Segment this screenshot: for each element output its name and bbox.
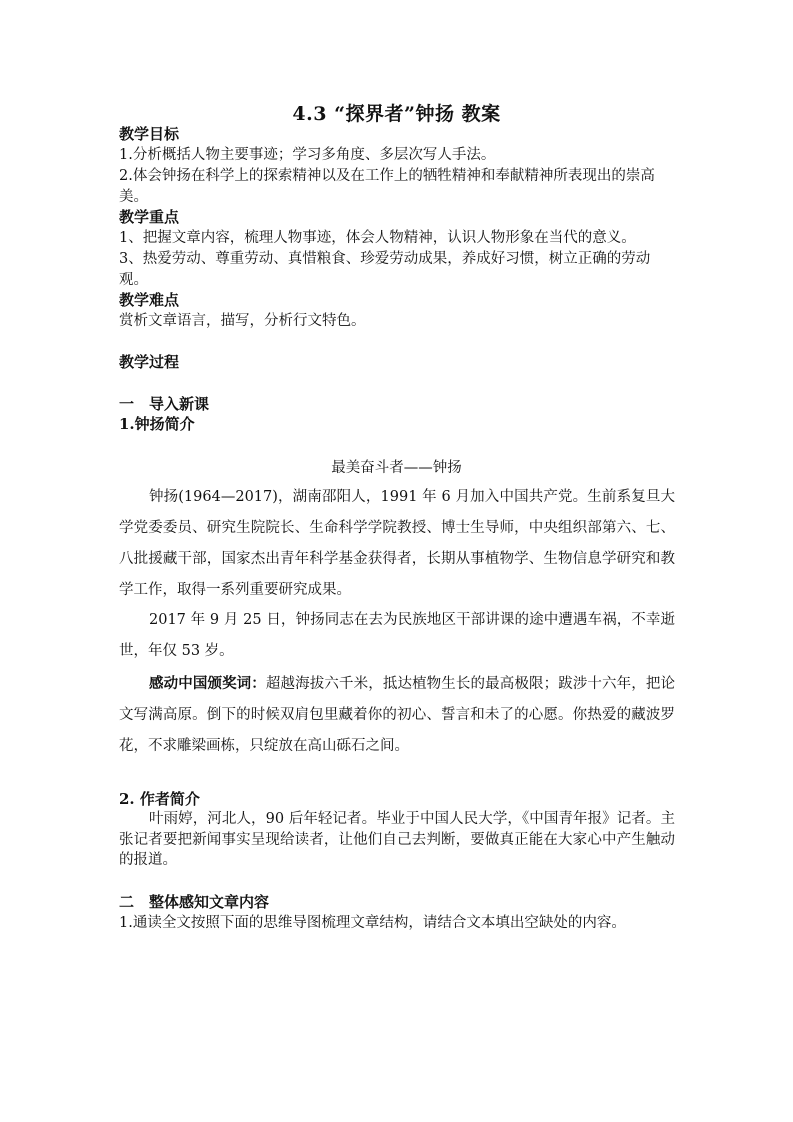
- objective-item-2: 2.体会钟扬在科学上的探索精神以及在工作上的牺牲精神和奉献精神所表现出的崇高美。: [119, 168, 655, 205]
- key-point-item-3: 3、热爱劳动、尊重劳动、真惜粮食、珍爱劳动成果，养成好习惯，树立正确的劳动观。: [119, 251, 651, 288]
- task-1-text: 1.通读全文按照下面的思维导图梳理文章结构，请结合文本填出空缺处的内容。: [119, 915, 626, 931]
- key-point-item-1: 1、把握文章内容，梳理人物事迹，体会人物精神，认识人物形象在当代的意义。: [119, 230, 636, 246]
- difficulty-text: 赏析文章语言，描写，分析行文特色。: [119, 313, 366, 329]
- key-points-heading: 教学重点: [119, 208, 180, 226]
- section-2-heading: 二 整体感知文章内容: [119, 893, 270, 911]
- biography-paragraph: 钟扬(1964—2017)，湖南邵阳人，1991 年 6 月加入中国共产党。生前系复旦大学党委委员、研究生院院长、生命科学学院教授、博士生导师，中央组织部第六、七、八批援藏干部，国家杰出青年科学基金获得者，长期从事植物学、生物信息学研究和教学工作，取得一系列重要研究成果。: [119, 489, 675, 598]
- death-paragraph: 2017 年 9 月 25 日，钟扬同志在去为民族地区干部讲课的途中遭遇车祸，不幸逝世，年仅 53 岁。: [119, 612, 675, 659]
- award-text: 超越海拔六千米，抵达植物生长的最高极限；跋涉十六年，把论文写满高原。倒下的时候双肩包里藏着你的初心、誓言和未了的心愿。你热爱的藏波罗花，不求雕梁画栋，只绽放在高山砾石之间。: [119, 676, 676, 754]
- section-1-heading: 一 导入新课: [119, 395, 210, 413]
- author-paragraph: 叶雨婷，河北人，90 后年轻记者。毕业于中国人民大学，《中国青年报》记者。主张记者要把新闻事实呈现给读者，让他们自己去判断，要做真正能在大家心中产生触动的报道。: [119, 811, 675, 868]
- award-label: 感动中国颁奖词：: [149, 675, 266, 692]
- difficulty-heading: 教学难点: [119, 291, 180, 309]
- objectives-heading: 教学目标: [119, 125, 180, 143]
- objective-item-1: 1.分析概括人物主要事迹；学习多角度、多层次写人手法。: [119, 147, 496, 163]
- centered-subtitle: 最美奋斗者——钟扬: [331, 460, 462, 476]
- subsection-2-heading: 2. 作者简介: [119, 790, 200, 808]
- subsection-1-heading: 1.钟扬简介: [119, 415, 195, 433]
- document-title: 4.3 “探界者”钟扬 教案: [292, 103, 501, 125]
- process-heading: 教学过程: [119, 353, 180, 371]
- award-paragraph: [119, 668, 675, 762]
